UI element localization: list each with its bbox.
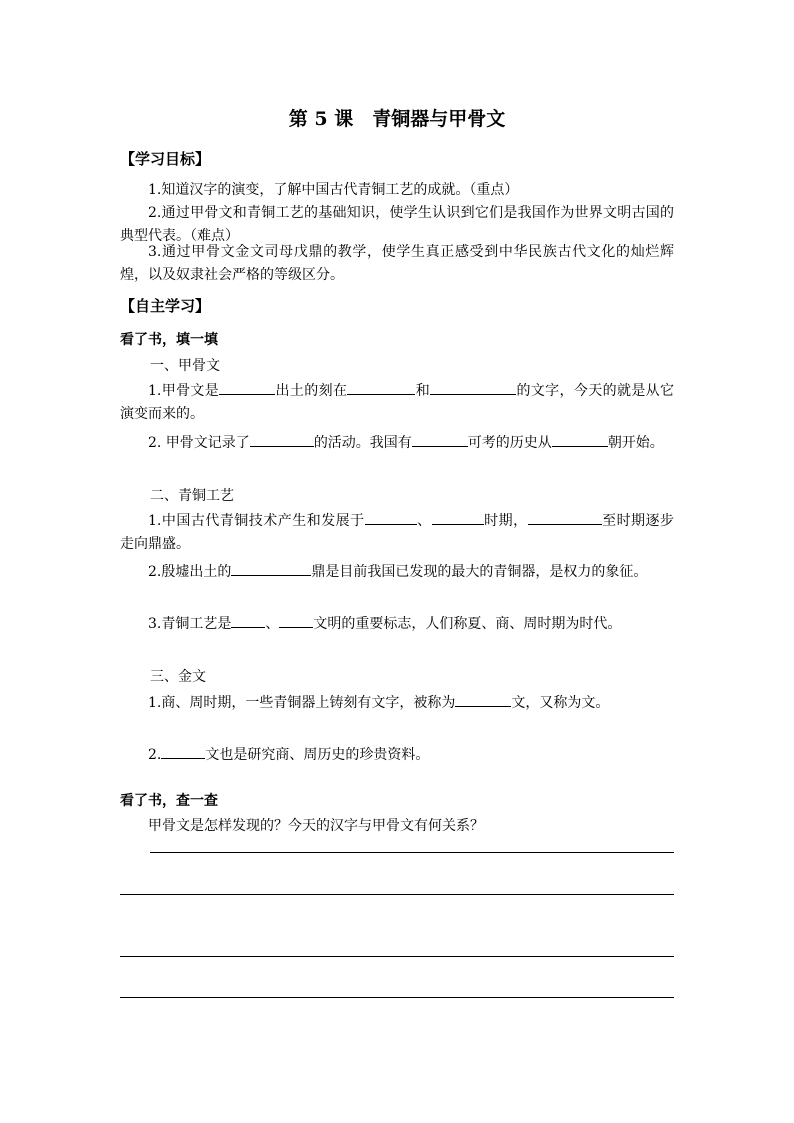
learning-goals-header: 【学习目标】 [120,150,211,168]
bronze-question-1: 1.中国古代青铜技术产生和发展于 、 时期， 至时期逐步走向鼎盛。 [120,510,674,556]
jinwen-question-2: 2. 文也是研究商、周历史的珍贵资料。 [120,744,674,767]
answer-line[interactable] [120,956,674,957]
blank-field[interactable] [432,510,484,525]
answer-line[interactable] [150,852,674,853]
jinwen-question-1: 1.商、周时期，一些青铜器上铸刻有文字，被称为 文，又称为文。 [120,692,674,715]
goal-item-2: 2.通过甲骨文和青铜工艺的基础知识，使学生认识到它们是我国作为世界文明古国的典型代表。（难点） [120,205,674,244]
blank-field[interactable] [161,744,205,759]
self-study-header: 【自主学习】 [120,297,211,315]
check-heading: 看了书，查一查 [120,793,218,809]
blank-field[interactable] [279,613,313,628]
answer-line[interactable] [120,997,674,998]
goal-item-1: 1.知道汉字的演变，了解中国古代青铜工艺的成就。（重点） [148,182,519,198]
goal-item-3: 3.通过甲骨文金文司母戊鼎的教学，使学生真正感受到中华民族古代文化的灿烂辉煌，以及奴隶社会严格的等级区分。 [120,244,674,283]
blank-field[interactable] [430,380,516,395]
section-bronze-heading: 二、青铜工艺 [150,488,234,504]
blank-field[interactable] [231,613,265,628]
blank-field[interactable] [365,510,417,525]
blank-field[interactable] [219,380,275,395]
section-jinwen-heading: 三、金文 [150,669,206,685]
inquiry-question: 甲骨文是怎样发现的？今天的汉字与甲骨文有何关系？ [148,818,484,834]
bronze-question-3: 3.青铜工艺是 、 文明的重要标志，人们称夏、商、周时期为时代。 [120,613,674,636]
bronze-question-2: 2.殷墟出土的 鼎是目前我国已发现的最大的青铜器，是权力的象征。 [120,561,674,584]
blank-field[interactable] [250,432,314,447]
blank-field[interactable] [455,692,511,707]
fill-in-heading: 看了书，填一填 [120,332,218,348]
blank-field[interactable] [552,432,608,447]
blank-field[interactable] [347,380,415,395]
blank-field[interactable] [412,432,468,447]
blank-field[interactable] [231,561,311,576]
oracle-question-2: 2. 甲骨文记录了 的活动。我国有 可考的历史从 朝开始。 [120,432,674,455]
page-title: 第 5 课 青铜器与甲骨文 [288,108,506,130]
oracle-question-1: 1.甲骨文是 出土的刻在 和 的文字，今天的就是从它演变而来的。 [120,380,674,426]
answer-line[interactable] [120,894,674,895]
blank-field[interactable] [528,510,602,525]
section-oracle-heading: 一、甲骨文 [150,358,220,374]
